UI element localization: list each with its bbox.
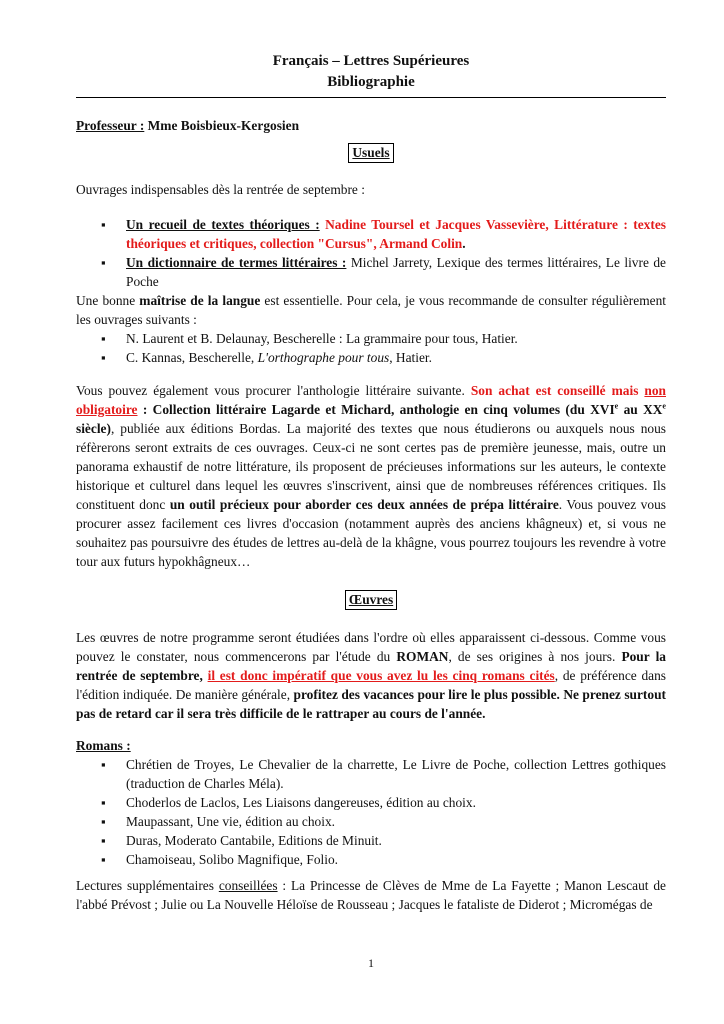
text-span: est essentielle. Pour cela, je vous recommande de consulter régulièrement les ouvrages suivants : — [76, 293, 666, 327]
text-red-underlined: il est donc impératif que vous avez lu les cinq romans cités — [207, 668, 555, 683]
item-label: Un dictionnaire de termes littéraires : — [126, 255, 347, 270]
document-header — [76, 51, 666, 93]
course-title: Français – Lettres Supérieures — [272, 53, 470, 69]
list-item: ▪ Duras, Moderato Cantabile, Editions de Minuit. — [76, 831, 666, 850]
usuels-title: Usuels — [348, 143, 393, 163]
list-item — [76, 348, 666, 367]
text-underlined: conseillées — [218, 878, 278, 893]
professor-name: Mme Boisbieux-Kergosien — [144, 118, 300, 133]
text-span: C. Kannas, Bescherelle, — [126, 350, 258, 365]
text-red-underlined: non obligatoire — [76, 383, 666, 417]
text-span: Une bonne — [76, 293, 140, 308]
romans-heading: Romans : — [76, 738, 131, 753]
list-item — [76, 215, 666, 253]
list-item: ▪ Choderlos de Laclos, Les Liaisons dangereuses, édition au choix. — [76, 793, 666, 812]
list-item: ▪ Chamoiseau, Solibo Magnifique, Folio. — [76, 850, 666, 869]
text-span: Vous pouvez également vous procurer l'anthologie littéraire suivante. — [76, 383, 471, 398]
lectures-paragraph — [76, 876, 666, 914]
header-divider — [76, 97, 666, 98]
text-span: , de ses origines à nos jours. — [448, 649, 622, 664]
text-span: , de préférence dans l'édition indiquée. De manière générale, — [76, 668, 667, 702]
oeuvres-paragraph — [76, 628, 666, 723]
document-title: Bibliographie — [327, 74, 415, 90]
item-end: . — [462, 236, 466, 251]
text-bold: : Collection littéraire Lagarde et Michard, anthologie en cinq volumes (du XVI — [137, 402, 615, 417]
text-red: Son achat est conseillé mais — [470, 383, 645, 398]
anthology-paragraph — [76, 381, 666, 571]
superscript: e — [614, 401, 619, 411]
text-bold: siècle) — [76, 421, 111, 436]
text-span: : La Princesse de Clèves de Mme de La Fayette ; Manon Lescaut de l'abbé Prévost ; Julie ou La Nouvelle Héloïse de Rousseau ; Jacques le fataliste de Diderot ; Micromégas de — [76, 878, 666, 912]
grammar-list — [76, 329, 666, 367]
section-oeuvres-heading — [76, 590, 666, 610]
text-span: , Hatier. — [389, 350, 432, 365]
text-span: . Vous pouvez vous procurer assez facilement ces livres d'occasion (notamment auprès des anciens khâgneux) et, si vous ne souhaitez pas poursuivre des études de lettres au-delà de la khâgne, vous pourrez toujours les revendre à votre tour aux futurs hypokhâgneux… — [76, 497, 666, 569]
text-bold: profitez des vacances pour lire le plus possible. Ne prenez surtout pas de retard car il sera très difficile de le rattraper au cours de l'année. — [76, 687, 666, 721]
section-usuels-heading — [76, 143, 666, 163]
item-text: Nadine Toursel et Jacques Vassevière, Littérature : textes théoriques et critiques, collection "Cursus", Armand Colin — [126, 217, 666, 251]
usuels-intro — [76, 180, 666, 199]
item-label: Un recueil de textes théoriques : — [126, 217, 320, 232]
superscript: e — [662, 401, 666, 411]
list-item — [76, 253, 666, 291]
page-number: 1 — [368, 956, 374, 970]
list-item: ▪ Maupassant, Une vie, édition au choix. — [76, 812, 666, 831]
text-bold: maîtrise de la langue — [139, 293, 261, 308]
professor-label: Professeur : — [76, 118, 145, 133]
text-italic: L'orthographe pour tous — [257, 350, 390, 365]
text-span: Lectures supplémentaires — [76, 878, 219, 893]
text-bold: Pour la rentrée de septembre, — [76, 649, 666, 683]
text-span: , publiée aux éditions Bordas. La majorité des textes que nous étudierons ou auxquels nous nous réfèrerons seront extraits de ces ouvrages. Ceux-ci ne sont certes pas de première jeunesse, mais, outre un panorama exhaustif de notre littérature, ils proposent de précieuses informations sur les auteurs, le contexte historique et culturel dans lequel les œuvres s'inscrivent, ainsi que de nombreuses références critiques. Ils constituent donc — [76, 421, 666, 512]
list-item: ▪ Chrétien de Troyes, Le Chevalier de la charrette, Le Livre de Poche, collection Lettres gothiques (traduction de Charles Méla). — [76, 755, 666, 793]
item-text: Michel Jarrety, Lexique des termes littéraires, Le livre de Poche — [126, 255, 666, 289]
text-bold: un outil précieux pour aborder ces deux années de prépa littéraire — [169, 497, 559, 512]
oeuvres-title: Œuvres — [345, 590, 397, 610]
usuels-list — [76, 215, 666, 291]
langue-paragraph — [76, 291, 666, 329]
usuels-intro-text: Ouvrages indispensables dès la rentrée de septembre : — [76, 182, 365, 197]
text-span: Les œuvres de notre programme seront étudiées dans l'ordre où elles apparaissent ci-dessous. Comme vous pouvez le constater, nous commencerons par l'étude du — [76, 630, 666, 664]
romans-list — [76, 755, 666, 869]
text-bold: ROMAN — [396, 649, 449, 664]
text-bold: au XX — [618, 402, 663, 417]
list-item: ▪ N. Laurent et B. Delaunay, Bescherelle : La grammaire pour tous, Hatier. — [76, 329, 666, 348]
professor-line — [76, 116, 299, 135]
